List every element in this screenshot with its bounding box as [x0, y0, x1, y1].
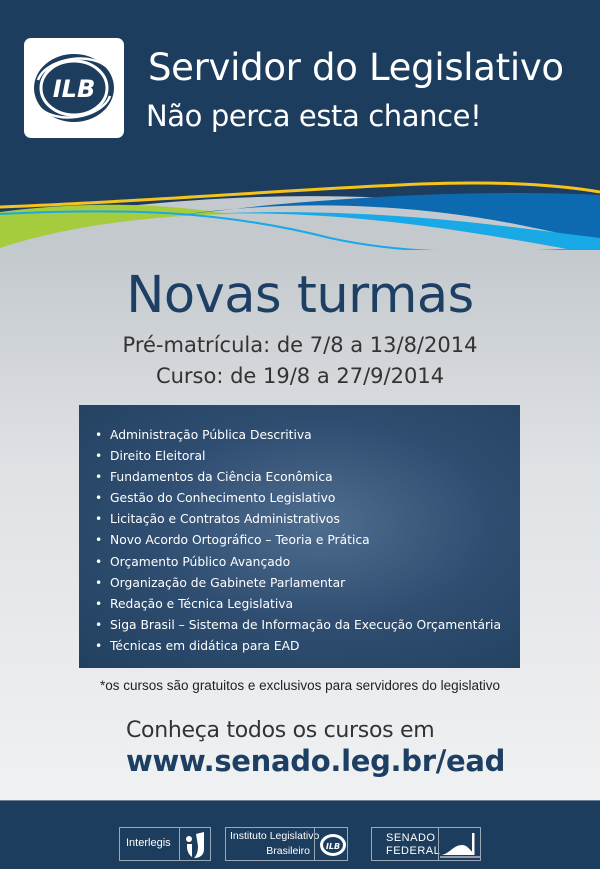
- bullet-icon: •: [95, 512, 103, 527]
- ilb-logo-icon: [24, 38, 124, 138]
- list-item: • Redação e Técnica Legislativa: [95, 594, 501, 615]
- bullet-icon: •: [95, 638, 103, 653]
- bullet-icon: •: [95, 617, 103, 632]
- header-banner: [0, 0, 600, 250]
- list-item: • Administração Pública Descritiva: [95, 425, 501, 446]
- ilb-footer-logo: Instituto Legislativo Brasileiro ILB: [225, 827, 348, 861]
- senado-building-icon: [440, 829, 480, 861]
- bullet-icon: •: [95, 554, 103, 569]
- list-item: • Licitação e Contratos Administrativos: [95, 509, 501, 530]
- footer: [0, 800, 600, 869]
- svg-text:ILB: ILB: [325, 842, 341, 851]
- course-list: [95, 425, 501, 657]
- ilb-icon: [319, 833, 347, 857]
- bullet-icon: •: [95, 428, 103, 442]
- page-subtitle: Não perca esta chance!: [146, 99, 482, 133]
- cta-text: Conheça todos os cursos em: [126, 718, 435, 743]
- disclaimer-note: *os cursos são gratuitos e exclusivos para servidores do legislativo: [100, 678, 500, 693]
- bullet-icon: •: [95, 596, 103, 611]
- bullet-icon: •: [95, 491, 103, 506]
- bullet-icon: •: [95, 575, 103, 590]
- cta-url-link[interactable]: www.senado.leg.br/ead: [126, 744, 506, 778]
- list-item: • Orçamento Público Avançado: [95, 552, 501, 573]
- svg-text:ILB: ILB: [52, 75, 96, 103]
- list-item: • Siga Brasil – Sistema de Informação da Execução Orçamentária: [95, 615, 501, 636]
- bullet-icon: •: [95, 533, 103, 548]
- ilb-logo: [24, 38, 124, 138]
- course-dates: Curso: de 19/8 a 27/9/2014: [155, 364, 445, 388]
- interlegis-logo: Interlegis: [119, 827, 211, 861]
- headline: Novas turmas: [126, 266, 474, 325]
- pre-enrollment-dates: Pré-matrícula: de 7/8 a 13/8/2014: [122, 333, 478, 357]
- course-list-panel: [79, 405, 520, 668]
- list-item: • Fundamentos da Ciência Econômica: [95, 467, 501, 488]
- list-item: • Direito Eleitoral: [95, 446, 501, 467]
- list-item: • Organização de Gabinete Parlamentar: [95, 573, 501, 594]
- bullet-icon: •: [95, 470, 103, 485]
- senado-federal-logo: SENADO FEDERAL: [371, 827, 481, 861]
- page-title: Servidor do Legislativo: [148, 46, 564, 89]
- list-item: • Gestão do Conhecimento Legislativo: [95, 488, 501, 509]
- bullet-icon: •: [95, 449, 103, 464]
- list-item: • Técnicas em didática para EAD: [95, 636, 501, 657]
- interlegis-icon: [184, 831, 208, 859]
- list-item: • Novo Acordo Ortográfico – Teoria e Prática: [95, 530, 501, 551]
